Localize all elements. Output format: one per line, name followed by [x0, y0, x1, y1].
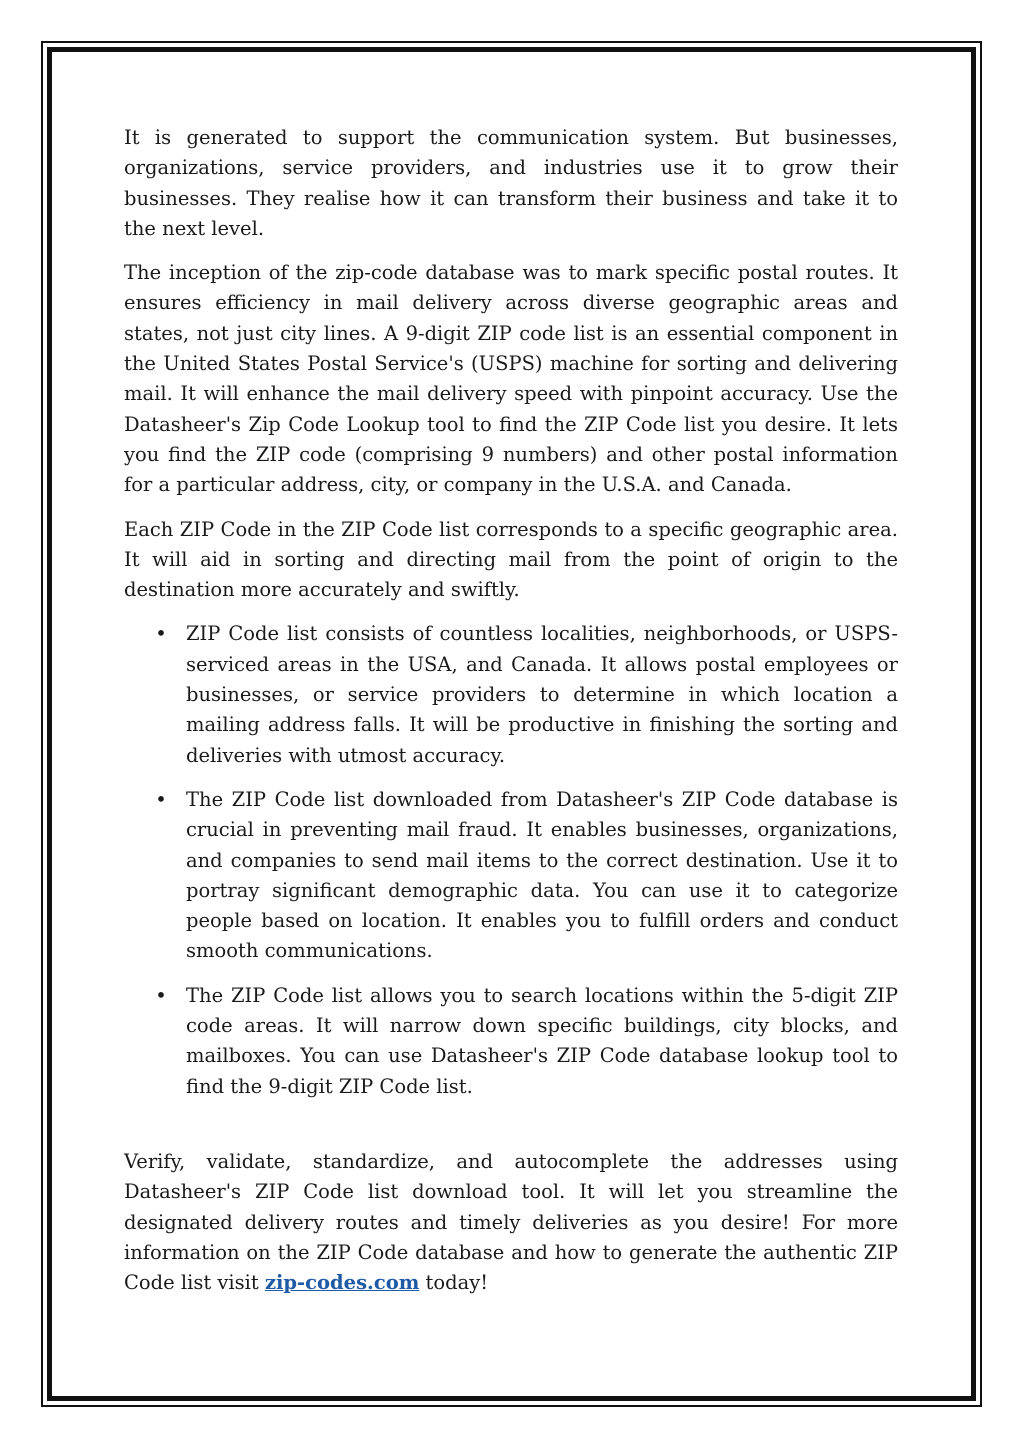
list-item: [124, 619, 898, 770]
list-item: [124, 981, 898, 1102]
document-body: [124, 123, 898, 1312]
list-item-text: The ZIP Code list allows you to search locations within the 5-digit ZIP code areas. It will narrow down specific buildings, city blocks, and mailboxes. You can use Datasheer's ZIP Code database lookup tool to find the 9-digit ZIP Code list.: [186, 983, 898, 1098]
list-item-text: ZIP Code list consists of countless localities, neighborhoods, or USPS-serviced areas in the USA, and Canada. It allows postal employees or businesses, or service providers to determine in which location a mailing address falls. It will be productive in finishing the sorting and deliveries with utmost accuracy.: [186, 622, 898, 767]
closing-suffix: today!: [419, 1271, 489, 1295]
paragraph-closing: [124, 1147, 898, 1298]
zip-codes-link[interactable]: zip-codes.com: [264, 1271, 420, 1295]
closing-text: Verify, validate, standardize, and autocomplete the addresses using Datasheer's ZIP Code list download tool. It will let you streamline the designated delivery routes and timely deliveries as you desire! For more information on the ZIP Code database and how to generate the authentic ZIP Code list visit: [124, 1149, 898, 1295]
bullet-icon: •: [155, 787, 167, 811]
paragraph-inception: The inception of the zip-code database was to mark specific postal routes. It ensures efficiency in mail delivery across diverse geographic areas and states, not just city lines. A 9-digit ZIP code list is an essential component in the United States Postal Service's (USPS) machine for sorting and delivering mail. It will enhance the mail delivery speed with pinpoint accuracy. Use the Datasheer's Zip Code Lookup tool to find the ZIP Code list you desire. It lets you find the ZIP code (comprising 9 numbers) and other postal information for a particular address, city, or company in the U.S.A. and Canada.: [124, 261, 898, 497]
bullet-list: [124, 619, 898, 1101]
paragraph-intro: It is generated to support the communication system. But businesses, organizations, service providers, and industries use it to grow their businesses. They realise how it can transform their business and take it to the next level.: [124, 126, 898, 240]
list-item: [124, 785, 898, 967]
paragraph-each-zip: Each ZIP Code in the ZIP Code list corresponds to a specific geographic area. It will aid in sorting and directing mail from the point of origin to the destination more accurately and swiftly.: [124, 517, 898, 602]
bullet-icon: •: [155, 983, 167, 1007]
spacer: [124, 1116, 898, 1147]
bullet-icon: •: [155, 622, 167, 646]
list-item-text: The ZIP Code list downloaded from Datasheer's ZIP Code database is crucial in preventing mail fraud. It enables businesses, organizations, and companies to send mail items to the correct destination. Use it to portray significant demographic data. You can use it to categorize people based on location. It enables you to fulfill orders and conduct smooth communications.: [186, 787, 898, 963]
